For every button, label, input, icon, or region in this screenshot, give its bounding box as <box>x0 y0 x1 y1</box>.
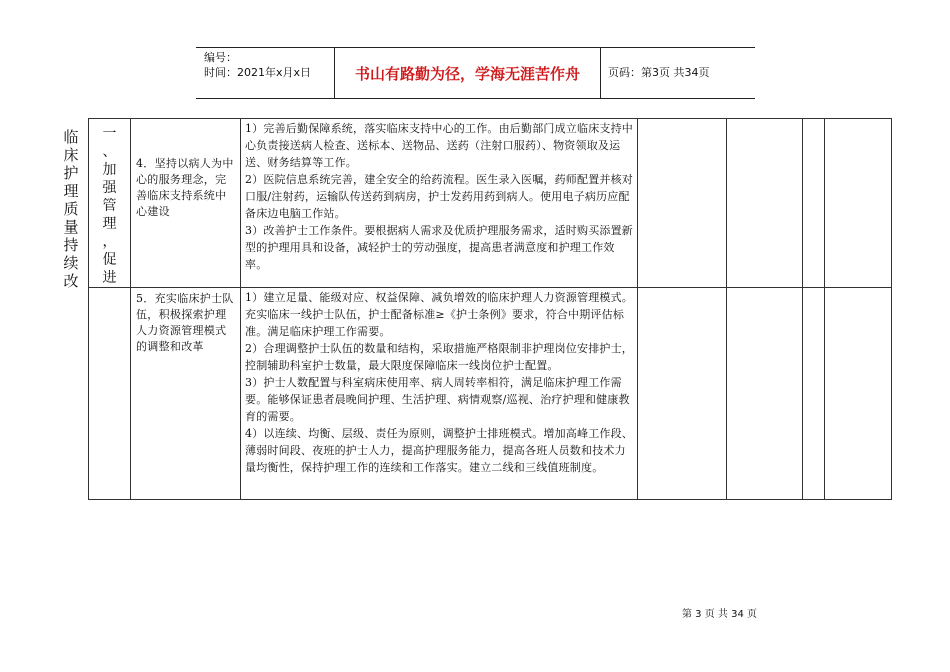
item-cell <box>131 288 241 500</box>
header-meta <box>196 50 334 96</box>
empty-cell <box>727 288 803 500</box>
empty-cell <box>825 119 892 288</box>
side-label-char: 量 <box>63 218 79 236</box>
detail-paragraph: 3）改善护士工作条件。要根据病人需求及优质护理服务需求，适时购买添置新型的护理用具和设备，减轻护士的劳动强度，提高患者满意度和护理工作效率。 <box>245 224 633 271</box>
detail-paragraph: 3）护士人数配置与科室病床使用率、病人周转率相符，满足临床护理工作需要。能够保证患者晨晚间护理、生活护理、病情观察/巡视、治疗护理和健康教育的需要。 <box>245 376 630 423</box>
section-label-char: 理 <box>102 216 117 232</box>
section-label-char: 、 <box>102 144 117 160</box>
side-label-char: 理 <box>63 182 79 200</box>
detail-paragraph: 2）医院信息系统完善，建全安全的给药流程。医生录入医嘱，药师配置并核对口服/注射药，运输队传送药到病房，护士发药用药到病人。使用电子病历应配备床边电脑工作站。 <box>245 173 633 220</box>
plan-table <box>88 118 892 500</box>
section-label-char: 一 <box>102 126 117 142</box>
side-label-char: 续 <box>63 254 79 272</box>
item-cell <box>131 119 241 288</box>
detail-paragraph: 4）以连续、均衡、层级、责任为原则，调整护士排班模式。增加高峰工作段、薄弱时间段、夜班的护士人力，提高护理服务能力，提高各班人员数和技术力量均衡性，保持护理工作的连续和工作落实。建立二线和三线值班制度。 <box>245 427 633 474</box>
empty-cell <box>803 119 825 288</box>
empty-cell <box>638 119 727 288</box>
side-label-char: 护 <box>63 164 79 182</box>
section-label-empty <box>89 288 131 500</box>
side-label-char: 临 <box>63 128 79 146</box>
section-label <box>89 119 131 288</box>
table-row <box>89 288 892 500</box>
document-number-label: 编号： <box>204 51 237 64</box>
section-label-char: 管 <box>102 198 117 214</box>
side-label-char: 持 <box>63 236 79 254</box>
item-text: 4．坚持以病人为中心的服务理念，完善临床支持系统中心建设 <box>136 157 234 218</box>
side-category-label <box>60 128 82 290</box>
header-page-code: 页码：第3页 共34页 <box>608 66 710 79</box>
header-divider <box>600 48 601 98</box>
section-label-char: 加 <box>102 162 117 178</box>
empty-cell <box>727 119 803 288</box>
empty-cell <box>825 288 892 500</box>
details-cell <box>241 119 638 288</box>
document-date: 时间：2021年x月x日 <box>204 66 312 79</box>
side-label-char: 改 <box>63 272 79 290</box>
side-label-char: 质 <box>63 200 79 218</box>
detail-paragraph: 1）完善后勤保障系统，落实临床支持中心的工作。由后勤部门成立临床支持中心负责接送病人检查、送标本、送物品、送药（注射口服药）、物资领取及运送、财务结算等工作。 <box>245 122 633 169</box>
side-label-char: 床 <box>63 146 79 164</box>
document-header <box>196 47 755 99</box>
table-row <box>89 119 892 288</box>
item-text: 5．充实临床护士队伍，积极探索护理人力资源管理模式的调整和改革 <box>136 292 234 353</box>
empty-cell <box>638 288 727 500</box>
page-footer: 第 3 页 共 34 页 <box>682 609 757 620</box>
section-label-char: 进 <box>102 270 117 286</box>
section-label-char: ， <box>102 234 117 250</box>
details-cell <box>241 288 638 500</box>
detail-paragraph: 1）建立足量、能级对应、权益保障、减负增效的临床护理人力资源管理模式。充实临床一线护士队伍，护士配备标准≥《护士条例》要求，符合中期评估标准。满足临床护理工作需要。 <box>245 291 633 338</box>
detail-paragraph: 2）合理调整护士队伍的数量和结构，采取措施严格限制非护理岗位安排护士，控制辅助科室护士数量，最大限度保障临床一线岗位护士配置。 <box>245 342 633 372</box>
empty-cell <box>803 288 825 500</box>
section-label-char: 强 <box>102 180 117 196</box>
section-label-char: 促 <box>102 252 117 268</box>
header-motto: 书山有路勤为径，学海无涯苦作舟 <box>354 64 580 83</box>
